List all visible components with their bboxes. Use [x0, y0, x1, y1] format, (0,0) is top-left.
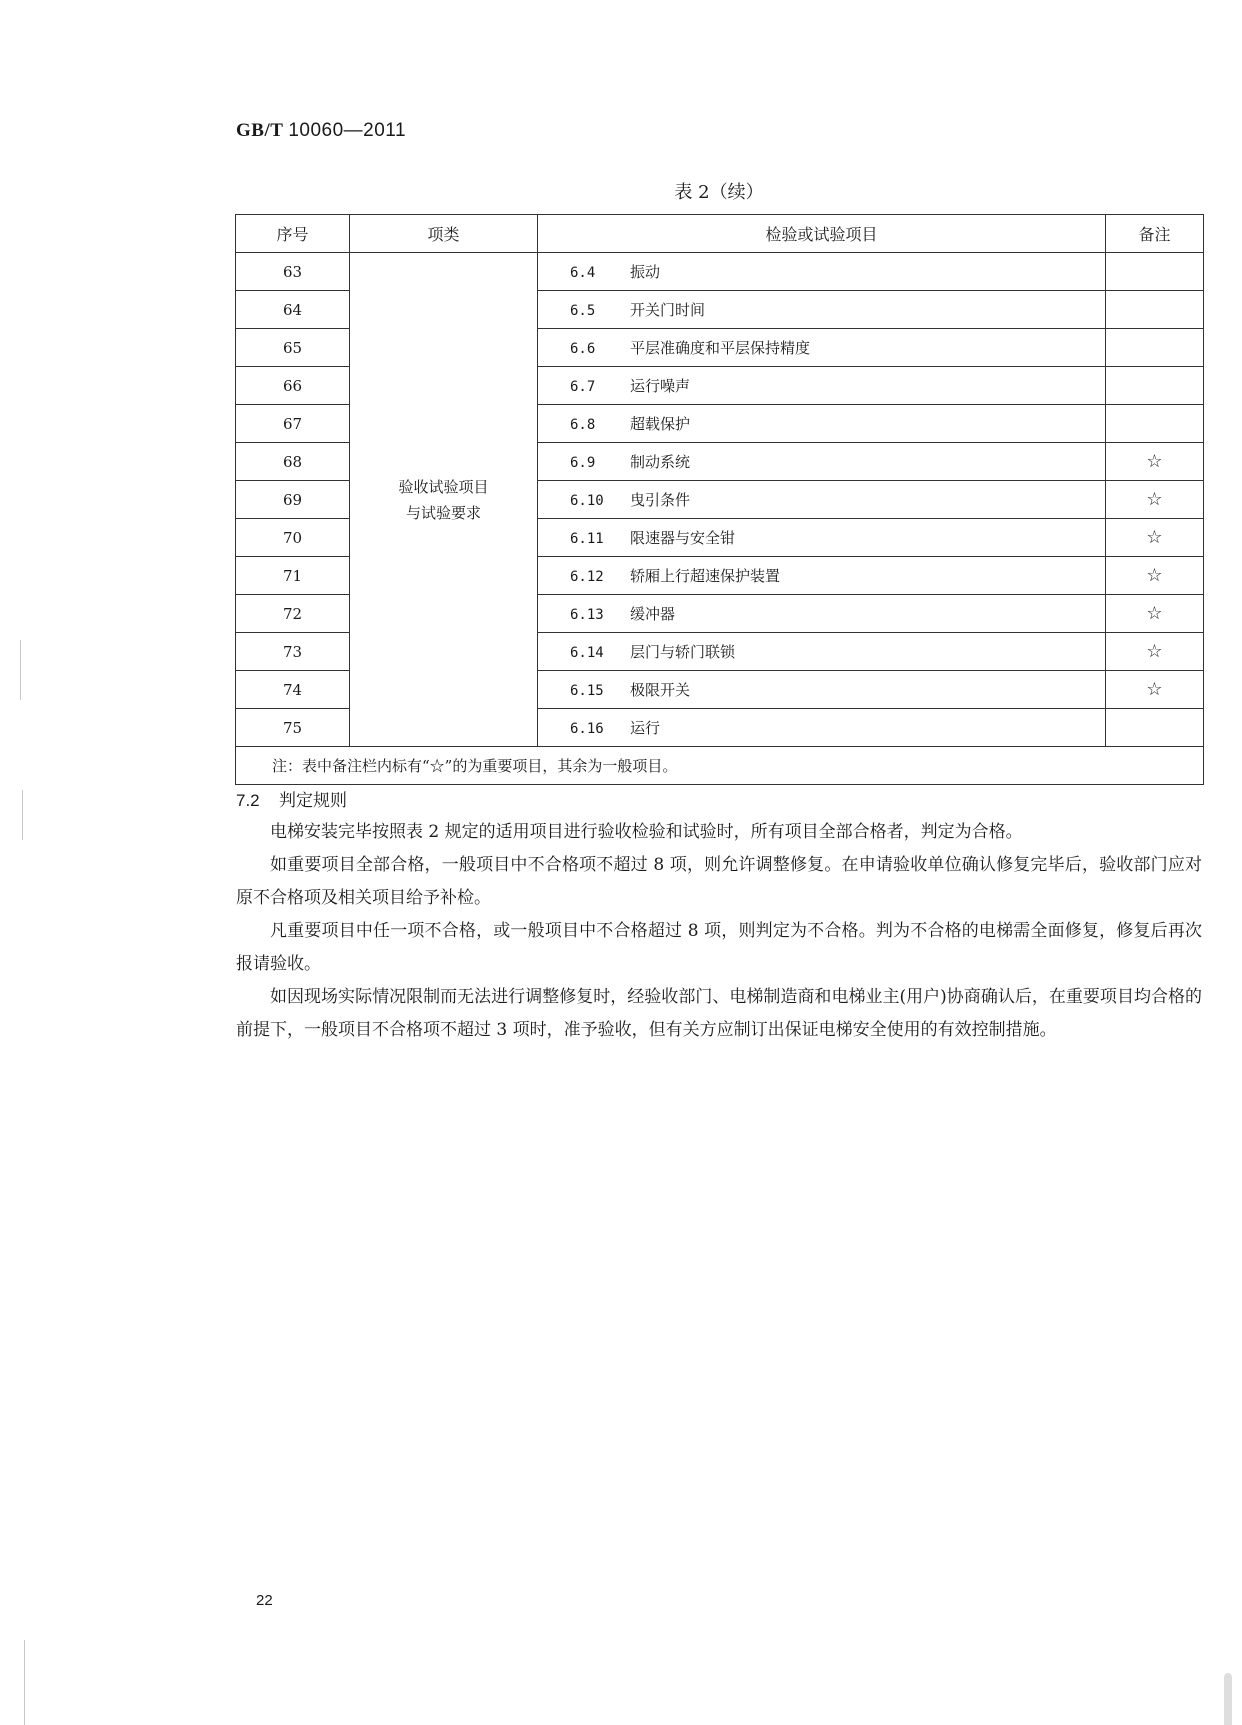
- item-cell: [538, 367, 1106, 405]
- standard-number: 10060—2011: [288, 120, 407, 141]
- row-number: 66: [236, 367, 350, 405]
- item-cell: [538, 481, 1106, 519]
- section-number: 7.2: [236, 791, 260, 810]
- item-cell: [538, 671, 1106, 709]
- clause-number: 6.9: [570, 455, 596, 471]
- clause-number: 6.4: [570, 265, 596, 281]
- table-note-row: [236, 747, 1204, 785]
- row-number: 65: [236, 329, 350, 367]
- clause-number: 6.10: [570, 493, 604, 509]
- row-number: 73: [236, 633, 350, 671]
- section-heading: [236, 786, 347, 811]
- item-name: 平层准确度和平层保持精度: [630, 339, 811, 357]
- row-number: 69: [236, 481, 350, 519]
- item-cell: [538, 405, 1106, 443]
- scan-artifact: [22, 790, 23, 840]
- remark-cell: [1106, 405, 1204, 443]
- item-name: 缓冲器: [630, 605, 676, 623]
- row-number: 70: [236, 519, 350, 557]
- clause-number: 6.11: [570, 531, 604, 547]
- row-number: 74: [236, 671, 350, 709]
- remark-cell: [1106, 709, 1204, 747]
- item-name: 极限开关: [630, 681, 691, 699]
- row-number: 67: [236, 405, 350, 443]
- clause-number: 6.12: [570, 569, 604, 585]
- important-star-icon: ☆: [1106, 443, 1204, 481]
- column-header-category: 项类: [350, 215, 538, 253]
- table-note: 注：表中备注栏内标有“☆”的为重要项目，其余为一般项目。: [236, 747, 1204, 785]
- row-number: 75: [236, 709, 350, 747]
- item-name: 层门与轿门联锁: [630, 643, 736, 661]
- important-star-icon: ☆: [1106, 481, 1204, 519]
- standard-prefix: GB/T: [236, 120, 284, 141]
- item-cell: [538, 519, 1106, 557]
- scrollbar-thumb[interactable]: [1224, 1673, 1232, 1725]
- row-number: 63: [236, 253, 350, 291]
- column-header-remark: 备注: [1106, 215, 1204, 253]
- row-number: 64: [236, 291, 350, 329]
- important-star-icon: ☆: [1106, 519, 1204, 557]
- item-cell: [538, 557, 1106, 595]
- inspection-items-table: [235, 214, 1204, 785]
- column-header-no: 序号: [236, 215, 350, 253]
- category-line: 验收试验项目: [398, 477, 489, 496]
- paragraph: 电梯安装完毕按照表 2 规定的适用项目进行验收检验和试验时，所有项目全部合格者，判定为合格。: [270, 822, 1023, 842]
- clause-number: 6.6: [570, 341, 596, 357]
- item-name: 运行噪声: [630, 377, 691, 395]
- remark-cell: [1106, 329, 1204, 367]
- remark-cell: [1106, 367, 1204, 405]
- scan-artifact: [24, 1640, 25, 1725]
- section-body: [236, 816, 1202, 1047]
- item-cell: [538, 253, 1106, 291]
- clause-number: 6.14: [570, 645, 604, 661]
- item-name: 超载保护: [630, 415, 691, 433]
- category-cell: [350, 253, 538, 747]
- item-cell: [538, 443, 1106, 481]
- item-name: 曳引条件: [630, 491, 691, 509]
- important-star-icon: ☆: [1106, 633, 1204, 671]
- row-number: 72: [236, 595, 350, 633]
- table-title: 表 2（续）: [674, 182, 764, 203]
- clause-number: 6.8: [570, 417, 596, 433]
- item-name: 运行: [630, 719, 661, 737]
- standard-code: [236, 120, 406, 142]
- paragraph: 如因现场实际情况限制而无法进行调整修复时，经验收部门、电梯制造商和电梯业主(用户)协商确认后，在重要项目均合格的前提下，一般项目不合格项不超过 3 项时，准予验收，但有关方应制订出保证电梯安全使用的有效控制措施。: [236, 987, 1202, 1040]
- paragraph: 如重要项目全部合格，一般项目中不合格项不超过 8 项，则允许调整修复。在申请验收单位确认修复完毕后，验收部门应对原不合格项及相关项目给予补检。: [236, 855, 1202, 908]
- clause-number: 6.13: [570, 607, 604, 623]
- item-cell: [538, 709, 1106, 747]
- important-star-icon: ☆: [1106, 595, 1204, 633]
- remark-cell: [1106, 291, 1204, 329]
- item-name: 轿厢上行超速保护装置: [630, 567, 781, 585]
- clause-number: 6.5: [570, 303, 596, 319]
- category-line: 与试验要求: [405, 503, 481, 522]
- important-star-icon: ☆: [1106, 557, 1204, 595]
- section-title: 判定规则: [279, 791, 348, 811]
- column-header-item: 检验或试验项目: [538, 215, 1106, 253]
- page-number: 22: [256, 1592, 273, 1609]
- item-cell: [538, 291, 1106, 329]
- paragraph: 凡重要项目中任一项不合格，或一般项目中不合格超过 8 项，则判定为不合格。判为不合格的电梯需全面修复，修复后再次报请验收。: [236, 921, 1202, 974]
- item-name: 制动系统: [630, 453, 691, 471]
- clause-number: 6.16: [570, 721, 604, 737]
- item-name: 限速器与安全钳: [630, 529, 736, 547]
- table-header-row: [236, 215, 1204, 253]
- clause-number: 6.7: [570, 379, 596, 395]
- item-cell: [538, 595, 1106, 633]
- item-name: 振动: [630, 263, 661, 281]
- item-cell: [538, 633, 1106, 671]
- item-name: 开关门时间: [630, 301, 706, 319]
- table-row: [236, 253, 1204, 291]
- clause-number: 6.15: [570, 683, 604, 699]
- important-star-icon: ☆: [1106, 671, 1204, 709]
- remark-cell: [1106, 253, 1204, 291]
- scan-artifact: [20, 640, 21, 700]
- item-cell: [538, 329, 1106, 367]
- row-number: 71: [236, 557, 350, 595]
- row-number: 68: [236, 443, 350, 481]
